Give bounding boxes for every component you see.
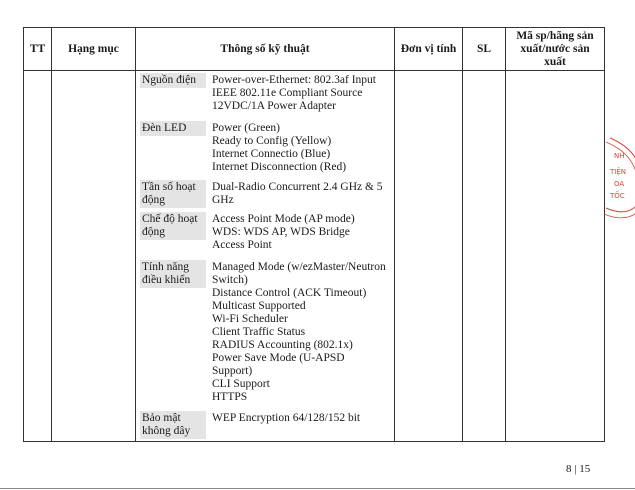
- value-line: Switch): [212, 274, 248, 286]
- value-line: RADIUS Accounting (802.1x): [212, 339, 353, 351]
- header-sl: SL: [476, 43, 492, 55]
- label-line: động: [142, 226, 165, 238]
- page-bottom-line: [0, 488, 635, 489]
- label-line: điều khiển: [142, 274, 191, 286]
- spec-value-security: [212, 412, 392, 425]
- col-border: [505, 27, 506, 442]
- value-line: Internet Connectio (Blue): [212, 148, 331, 160]
- spec-value-frequency: [212, 181, 392, 207]
- spec-label-led: [140, 121, 206, 136]
- spec-value-control: [212, 261, 392, 404]
- spec-label-frequency: [140, 180, 206, 208]
- value-line: WEP Encryption 64/128/152 bit: [212, 412, 361, 424]
- header-ma-sp-line: Mã sp/hãng sản: [516, 29, 594, 42]
- value-line: Internet Disconnection (Red): [212, 161, 347, 173]
- value-line: GHz: [212, 194, 234, 206]
- label-line: Nguồn điện: [142, 74, 196, 86]
- stamp-text: TỐC: [610, 192, 625, 200]
- spec-value-led: [212, 122, 392, 174]
- stamp-text: NH: [614, 152, 625, 160]
- header-ma-sp: [506, 28, 604, 70]
- value-line: IEEE 802.11e Compliant Source: [212, 87, 363, 99]
- header-bottom-border: [23, 70, 604, 71]
- label-line: Chế độ hoạt: [142, 213, 198, 225]
- value-line: Power Save Mode (U-APSD: [212, 352, 345, 364]
- value-line: Ready to Config (Yellow): [212, 135, 332, 147]
- value-line: HTTPS: [212, 391, 248, 403]
- value-line: Support): [212, 365, 253, 377]
- value-line: 12VDC/1A Power Adapter: [212, 100, 336, 112]
- page-number: 8 | 15: [566, 463, 591, 475]
- value-line: Client Traffic Status: [212, 326, 306, 338]
- label-line: Tần số hoạt: [142, 181, 196, 193]
- header-hang-muc: Hạng mục: [68, 43, 119, 55]
- col-border: [23, 27, 24, 442]
- label-line: động: [142, 194, 165, 206]
- table-bottom-border: [23, 441, 604, 442]
- value-line: WDS: WDS AP, WDS Bridge: [212, 226, 350, 238]
- stamp-text: OA: [614, 180, 625, 188]
- spec-value-power: [212, 74, 392, 113]
- col-border: [135, 27, 136, 442]
- label-line: Tính năng: [142, 261, 189, 273]
- value-line: Access Point Mode (AP mode): [212, 213, 355, 225]
- header-thong-so: Thông số kỹ thuật: [220, 43, 310, 55]
- header-tt: TT: [29, 43, 46, 55]
- header-don-vi: Đơn vị tính: [400, 43, 457, 55]
- spec-label-control: [140, 260, 206, 288]
- header-ma-sp-line: xuất/nước sản: [520, 42, 590, 55]
- col-border: [51, 27, 52, 442]
- stamp-text: TIỆN: [610, 168, 626, 176]
- spec-label-mode: [140, 212, 206, 240]
- label-line: Đèn LED: [142, 122, 187, 134]
- label-line: không dây: [142, 425, 191, 437]
- stamp-seal-icon: [602, 128, 635, 238]
- value-line: Dual-Radio Concurrent 2.4 GHz & 5: [212, 181, 383, 193]
- value-line: CLI Support: [212, 378, 270, 390]
- col-border: [394, 27, 395, 442]
- value-line: Multicast Supported: [212, 300, 306, 312]
- col-border: [462, 27, 463, 442]
- spec-label-security: [140, 411, 206, 439]
- spec-value-mode: [212, 213, 392, 252]
- value-line: Power-over-Ethernet: 802.3af Input: [212, 74, 376, 86]
- value-line: Power (Green): [212, 122, 281, 134]
- header-ma-sp-line: xuất: [544, 55, 566, 68]
- label-line: Bảo mật: [142, 412, 181, 424]
- value-line: Managed Mode (w/ezMaster/Neutron: [212, 261, 386, 273]
- value-line: Distance Control (ACK Timeout): [212, 287, 367, 299]
- value-line: Access Point: [212, 239, 272, 251]
- spec-label-power: [140, 73, 206, 88]
- value-line: Wi-Fi Scheduler: [212, 313, 288, 325]
